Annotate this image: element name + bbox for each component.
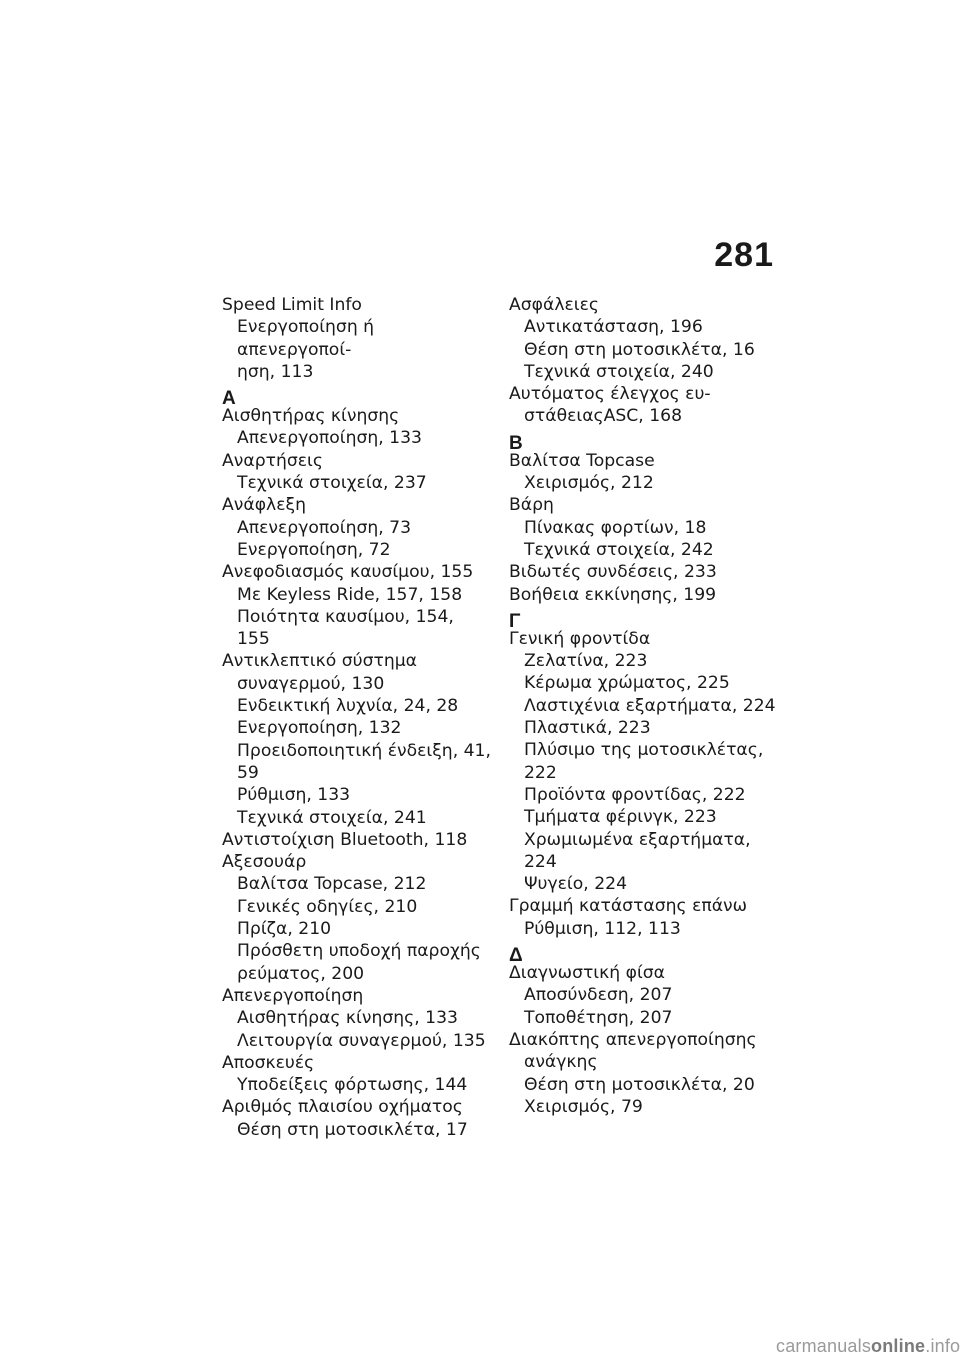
index-subentry: Τεχνικά στοιχεία, 241 — [237, 807, 427, 828]
index-subentry: συναγερμού, 130 — [237, 673, 385, 694]
index-subentry: ηση, 113 — [237, 361, 314, 382]
index-subentry: Λειτουργία συναγερμού, 135 — [237, 1030, 486, 1051]
index-letter-heading: Γ — [509, 610, 521, 632]
index-entry: Ανεφοδιασμός καυσίμου, 155 — [222, 562, 474, 583]
index-entry: Αισθητήρας κίνησης — [222, 406, 400, 427]
index-letter-heading: Α — [222, 388, 236, 410]
index-subentry: Αποσύνδεση, 207 — [524, 985, 673, 1006]
index-subentry: Τεχνικά στοιχεία, 242 — [524, 539, 714, 560]
index-entry: Βάρη — [509, 495, 554, 516]
index-entry: Γραμμή κατάστασης επάνω — [509, 896, 748, 917]
page-number: 281 — [714, 236, 774, 274]
index-subentry: Ενεργοποίηση, 132 — [237, 718, 402, 739]
index-subentry: Τμήματα φέρινγκ, 223 — [524, 807, 717, 828]
index-subentry: Θέση στη μοτοσικλέτα, 16 — [524, 339, 755, 360]
index-subentry: Πλαστικά, 223 — [524, 718, 651, 739]
index-entry: Αριθμός πλαισίου οχήματος — [222, 1097, 463, 1118]
index-entry: Βιδωτές συνδέσεις, 233 — [509, 562, 717, 583]
index-column-left — [222, 294, 492, 1141]
index-subentry: Πρίζα, 210 — [237, 919, 332, 940]
index-subentry: Ποιότητα καυσίμου, 154, 155 — [237, 606, 454, 650]
watermark-part: online — [871, 1336, 926, 1356]
index-subentry: Ενεργοποίηση, 72 — [237, 539, 391, 560]
index-subentry: Προειδοποιητική ένδειξη, 41, — [237, 740, 491, 761]
watermark-part: .info — [925, 1336, 960, 1356]
index-entry: Διακόπτης απενεργοποίησης — [509, 1029, 757, 1050]
index-subentry: Απενεργοποίηση, 133 — [237, 428, 422, 449]
index-entry: Αναρτήσεις — [222, 450, 323, 471]
index-entry: Βαλίτσα Topcase — [509, 450, 655, 471]
index-entry: Ασφάλειες — [509, 295, 599, 315]
index-subentry: Κέρωμα χρώματος, 225 — [524, 673, 730, 694]
index-entry: Ανάφλεξη — [222, 495, 306, 516]
index-subentry: Πίνακας φορτίων, 18 — [524, 517, 707, 538]
index-subentry: Ρύθμιση, 112, 113 — [524, 918, 681, 939]
index-subentry: Γενικές οδηγίες, 210 — [237, 896, 418, 917]
index-entry: Απενεργοποίηση — [222, 985, 364, 1006]
index-subentry: Προϊόντα φροντίδας, 222 — [524, 784, 746, 805]
index-letter-heading: Β — [509, 432, 523, 454]
index-entry: Γενική φροντίδα — [509, 628, 651, 649]
index-subentry: Λαστιχένια εξαρτήματα, 224 — [524, 695, 776, 716]
index-subentry: Χειρισμός, 212 — [524, 473, 654, 494]
index-subentry: Τεχνικά στοιχεία, 240 — [524, 361, 714, 382]
index-subentry: Χειρισμός, 79 — [524, 1096, 643, 1117]
index-subentry: Θέση στη μοτοσικλέτα, 20 — [524, 1074, 755, 1095]
watermark — [776, 1336, 960, 1357]
index-subentry: Υποδείξεις φόρτωσης, 144 — [237, 1075, 468, 1096]
index-subentry: Αντικατάσταση, 196 — [524, 317, 703, 338]
index-subentry: ανάγκης — [524, 1052, 598, 1073]
index-subentry: Ενδεικτική λυχνία, 24, 28 — [237, 696, 459, 717]
index-entry: Βοήθεια εκκίνησης, 199 — [509, 584, 717, 605]
index-subentry: Τεχνικά στοιχεία, 237 — [237, 473, 427, 494]
index-column-right — [509, 294, 779, 1118]
index-subentry: Απενεργοποίηση, 73 — [237, 517, 412, 538]
index-subentry: Τοποθέτηση, 207 — [524, 1007, 673, 1028]
index-entry: Αντικλεπτικό σύστημα — [222, 651, 417, 672]
index-subentry: στάθειαςASC, 168 — [524, 406, 683, 427]
index-subentry: Ψυγείο, 224 — [524, 874, 627, 895]
index-subentry: Ενεργοποίηση ή απενεργοποί- — [237, 317, 375, 360]
index-entry: Αντιστοίχιση Bluetooth, 118 — [222, 829, 468, 850]
index-subentry: Αισθητήρας κίνησης, 133 — [237, 1008, 458, 1029]
index-subentry: ρεύματος, 200 — [237, 963, 365, 984]
index-subentry: Ρύθμιση, 133 — [237, 785, 351, 806]
index-subentry: Πλύσιμο της μοτοσικλέτας, 222 — [524, 740, 764, 783]
index-letter-heading: Δ — [509, 945, 523, 967]
index-entry: Διαγνωστική φίσα — [509, 963, 665, 984]
index-subentry: Με Keyless Ride, 157, 158 — [237, 584, 463, 605]
index-subentry: Χρωμιωμένα εξαρτήματα, 224 — [524, 829, 751, 872]
index-entry: Αυτόματος έλεγχος ευ- — [509, 384, 711, 405]
index-subentry: Πρόσθετη υποδοχή παροχής — [237, 941, 481, 962]
index-entry: Αξεσουάρ — [222, 852, 307, 873]
watermark-part: carmanuals — [776, 1336, 872, 1356]
index-entry: Αποσκευές — [222, 1052, 315, 1073]
index-subentry: Θέση στη μοτοσικλέτα, 17 — [237, 1119, 468, 1140]
index-subentry: Βαλίτσα Topcase, 212 — [237, 874, 427, 895]
index-entry: Speed Limit Info — [222, 295, 362, 315]
index-subentry: 59 — [237, 762, 259, 783]
index-subentry: Ζελατίνα, 223 — [524, 651, 648, 672]
